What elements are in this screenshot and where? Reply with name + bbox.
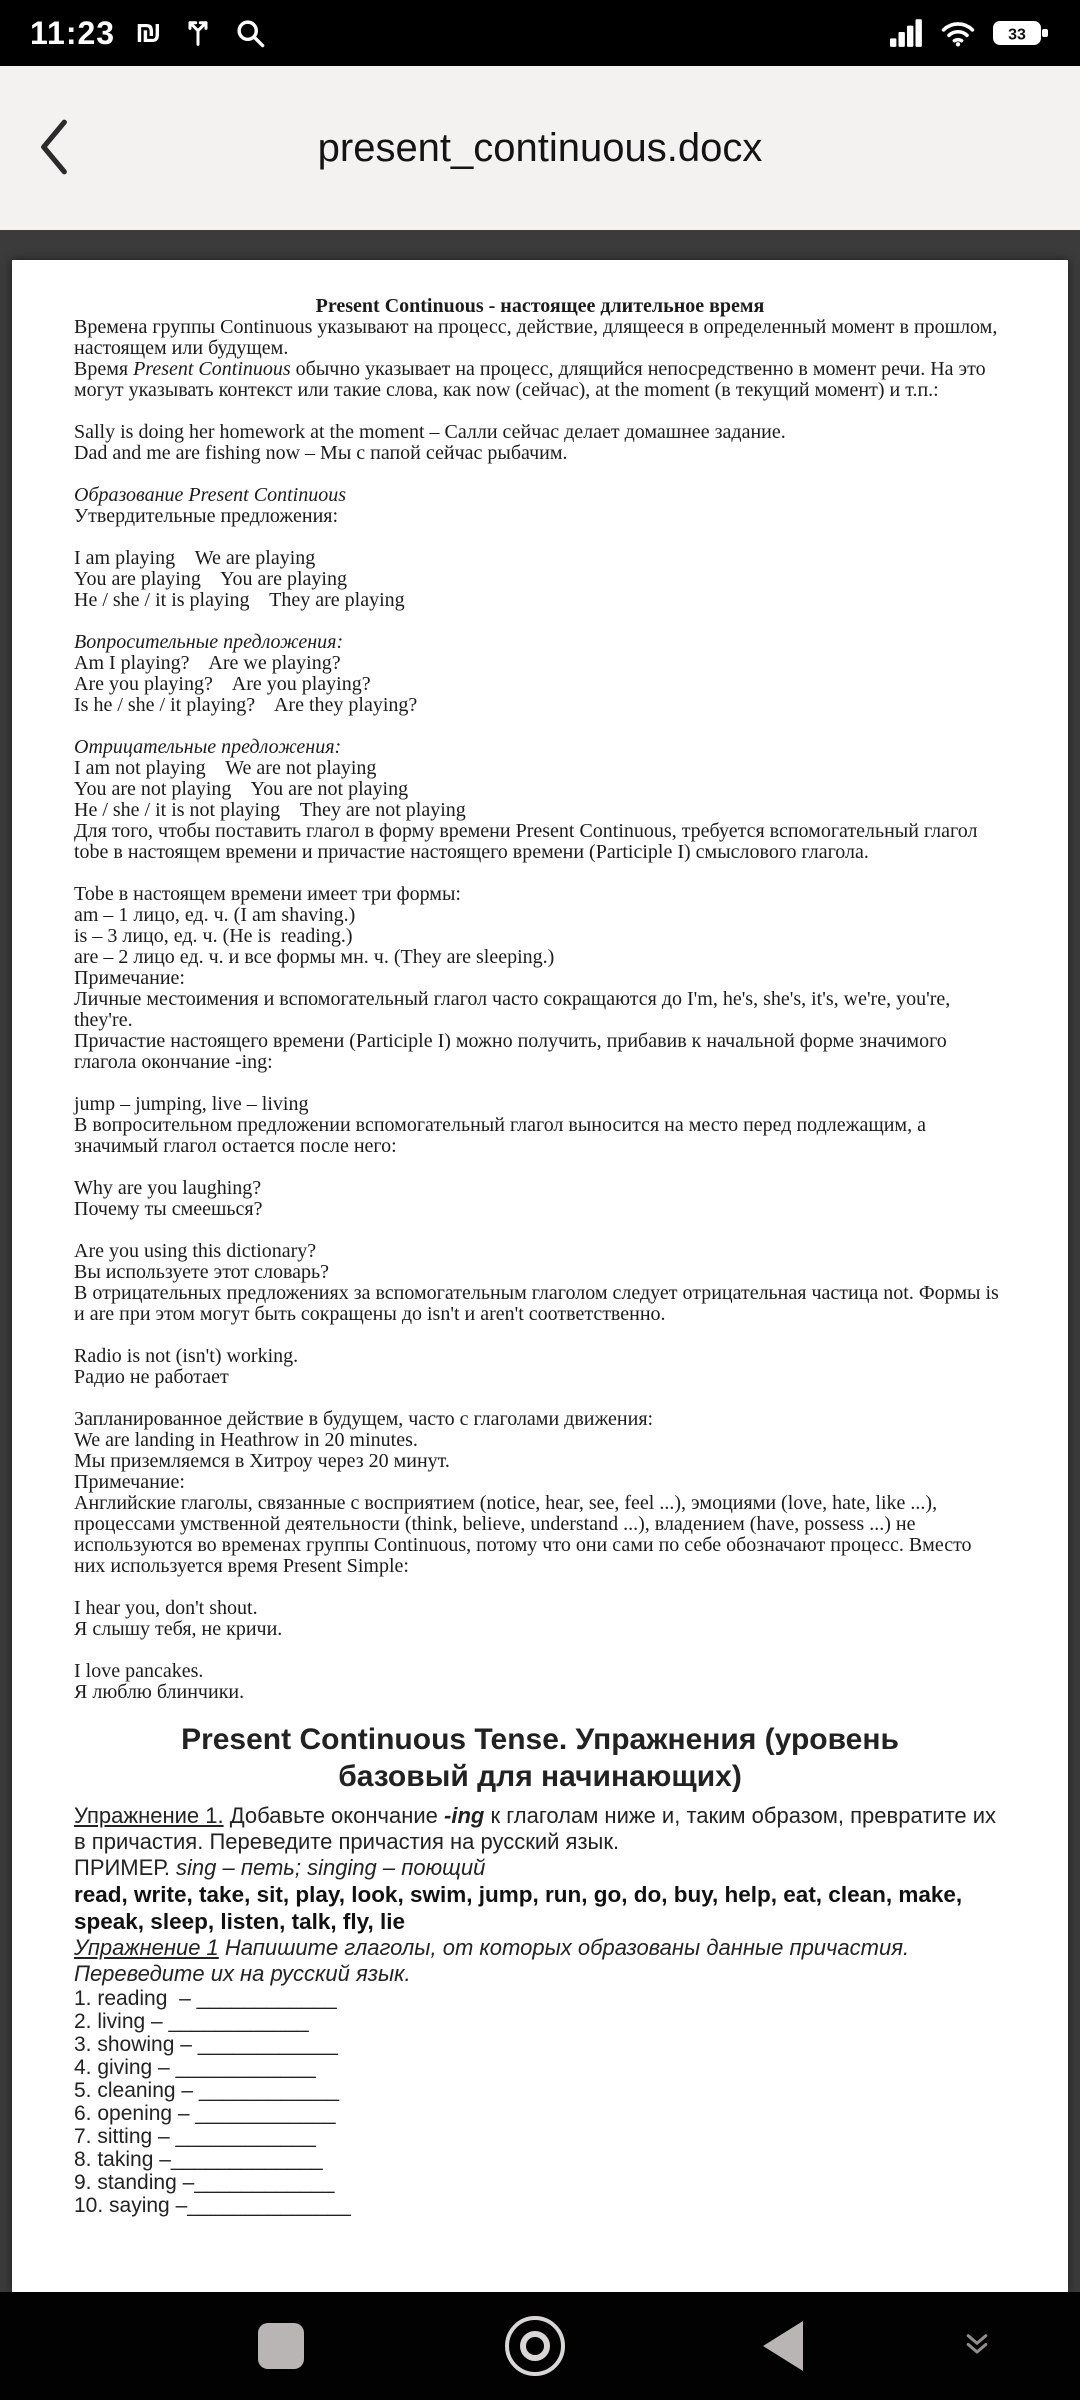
doc-paragraph: Примечание: [74, 967, 185, 989]
back-button[interactable] [34, 116, 104, 181]
document-page[interactable] [12, 260, 1068, 2292]
doc-paragraph: Dad and me are fishing now – Мы с папой сейчас рыбачим. [74, 442, 568, 464]
doc-blank-line [74, 1577, 1006, 1598]
doc-paragraph: Отрицательные предложения: [74, 736, 342, 758]
home-button[interactable] [505, 2316, 565, 2376]
doc-paragraph: Tobe в настоящем времени имеет три формы: [74, 883, 461, 905]
doc-paragraph: В вопросительном предложении вспомогательный глагол выносится на место перед подлежащим, а значимый глагол остается после него: [74, 1114, 931, 1157]
android-back-button[interactable] [763, 2321, 803, 2371]
doc-blank-line [74, 1220, 1006, 1241]
doc-paragraph: Упражнение 1. Добавьте окончание -ing к глаголам ниже и, таким образом, превратите их в причастия. Переведите причастия на русский язык. [74, 1803, 1003, 1854]
recents-button[interactable] [258, 2323, 304, 2369]
doc-paragraph: I hear you, don't shout. [74, 1597, 258, 1619]
search-icon [234, 17, 266, 49]
doc-paragraph: 7. sitting – ____________ [74, 2125, 316, 2148]
doc-paragraph: ПРИМЕР. sing – петь; singing – поющий [74, 1855, 486, 1880]
doc-blank-line [74, 527, 1006, 548]
doc-paragraph: Вопросительные предложения: [74, 631, 344, 653]
navigation-bar [0, 2292, 1080, 2400]
doc-paragraph: Sally is doing her homework at the moment – Салли сейчас делает домашнее задание. [74, 421, 786, 443]
signal-icon [890, 19, 924, 47]
status-bar-left [30, 15, 266, 52]
doc-paragraph: Примечание: [74, 1471, 185, 1493]
recents-square-icon [258, 2323, 304, 2369]
doc-paragraph: Вы используете этот словарь? [74, 1261, 330, 1283]
doc-paragraph: Am I playing? Are we playing? [74, 652, 341, 674]
doc-paragraph: is – 3 лицо, ед. ч. (He is reading.) [74, 925, 353, 947]
doc-paragraph: Я люблю блинчики. [74, 1681, 245, 1703]
doc-paragraph: Времена группы Continuous указывают на процесс, действие, длящееся в определенный момент в прошлом, настоящем или будущем. [74, 316, 1003, 359]
back-chevron-icon [34, 116, 74, 181]
doc-paragraph: 10. saying –______________ [74, 2194, 351, 2217]
doc-paragraph: jump – jumping, live – living [74, 1093, 309, 1115]
doc-paragraph: Запланированное действие в будущем, часто с глаголами движения: [74, 1408, 654, 1430]
doc-paragraph: You are not playing You are not playing [74, 778, 409, 800]
doc-paragraph: Причастие настоящего времени (Participle I) можно получить, прибавив к начальной форме значимого глагола окончание -ing: [74, 1030, 952, 1073]
doc-paragraph: 4. giving – ____________ [74, 2056, 316, 2079]
battery-icon [992, 18, 1050, 48]
doc-paragraph: Радио не работает [74, 1366, 229, 1388]
doc-paragraph: Why are you laughing? [74, 1177, 262, 1199]
doc-paragraph: 2. living – ____________ [74, 2010, 309, 2033]
wifi-icon [940, 19, 976, 48]
doc-paragraph: am – 1 лицо, ед. ч. (I am shaving.) [74, 904, 356, 926]
doc-paragraph: Английские глаголы, связанные с восприятием (notice, hear, see, feel ...), эмоциями (love, hate, like ...), процессами умственной деятельности (think, believe, understand ...), владением (have, possess ...) не используются во временах группы Continuous, потому что они сами по себе обозначают процесс. Вместо них используется время Present Simple: [74, 1492, 977, 1577]
doc-blank-line [74, 863, 1006, 884]
doc-blank-line [74, 464, 1006, 485]
doc-paragraph: Образование Present Continuous [74, 484, 346, 506]
doc-blank-line [74, 611, 1006, 632]
clock: 11:23 [30, 14, 116, 51]
document-viewport [0, 230, 1080, 2292]
doc-paragraph: Are you using this dictionary? [74, 1240, 317, 1262]
doc-paragraph: 5. cleaning – ____________ [74, 2079, 340, 2102]
battery-percent-text: 33 [1008, 26, 1026, 44]
doc-blank-line [74, 1640, 1006, 1661]
doc-paragraph: Для того, чтобы поставить глагол в форму времени Present Continuous, требуется вспомогательный глагол tobe в настоящем времени и причастие настоящего времени (Participle I) смыслового глагола. [74, 820, 983, 863]
doc-paragraph: 8. taking –_____________ [74, 2148, 323, 2171]
doc-blank-line [74, 1157, 1006, 1178]
doc-blank-line [74, 1325, 1006, 1346]
doc-paragraph: Мы приземляемся в Хитроу через 20 минут. [74, 1450, 450, 1472]
doc-paragraph: I am not playing We are not playing [74, 757, 377, 779]
doc-paragraph: He / she / it is not playing They are not playing [74, 799, 466, 821]
status-bar-right [890, 18, 1050, 48]
doc-blank-line [74, 1073, 1006, 1094]
doc-blank-line [74, 716, 1006, 737]
doc-paragraph: are – 2 лицо ед. ч. и все формы мн. ч. (They are sleeping.) [74, 946, 555, 968]
doc-paragraph: You are playing You are playing [74, 568, 347, 590]
doc-paragraph: Я слышу тебя, не кричи. [74, 1618, 283, 1640]
doc-paragraph: He / she / it is playing They are playing [74, 589, 405, 611]
back-triangle-icon [763, 2321, 803, 2371]
double-chevron-down-icon [962, 2346, 992, 2361]
doc-paragraph: Утвердительные предложения: [74, 505, 339, 527]
doc-paragraph: Present Continuous Tense. Упражнения (уровень базовый для начинающих) [181, 1723, 908, 1793]
document-title: present_continuous.docx [317, 125, 763, 170]
hide-navbar-button[interactable] [962, 2332, 992, 2361]
split-icon [182, 17, 214, 49]
doc-paragraph: Radio is not (isn't) working. [74, 1345, 299, 1367]
doc-paragraph: We are landing in Heathrow in 20 minutes. [74, 1429, 418, 1451]
doc-paragraph: В отрицательных предложениях за вспомогательным глаголом следует отрицательная частица not. Формы is и are при этом могут быть сокращены до isn't и aren't соответственно. [74, 1282, 1004, 1325]
doc-blank-line [74, 401, 1006, 422]
doc-paragraph: Are you playing? Are you playing? [74, 673, 371, 695]
doc-paragraph: read, write, take, sit, play, look, swim, jump, run, go, do, buy, help, eat, clean, make, speak, sleep, listen, talk, fly, lie [74, 1882, 969, 1934]
doc-paragraph: 1. reading – ____________ [74, 1987, 337, 2010]
doc-paragraph: 6. opening – ____________ [74, 2102, 336, 2125]
doc-paragraph: 9. standing –____________ [74, 2171, 335, 2194]
app-header [0, 66, 1080, 230]
doc-paragraph: Present Continuous - настоящее длительное время [315, 295, 765, 317]
doc-blank-line [74, 1388, 1006, 1409]
doc-paragraph: Личные местоимения и вспомогательный глагол часто сокращаются до I'm, he's, she's, it's, we're, you're, they're. [74, 988, 956, 1031]
doc-paragraph: Is he / she / it playing? Are they playing? [74, 694, 418, 716]
status-bar [0, 0, 1080, 66]
doc-paragraph: Время Present Continuous обычно указывает на процесс, длящийся непосредственно в момент речи. На это могут указывать контекст или такие слова, как now (сейчас), at the moment (в текущий момент) и т.п.: [74, 358, 991, 401]
home-circle-icon [505, 2316, 565, 2376]
shekel-app-icon: ₪ [135, 16, 162, 49]
doc-paragraph: I love pancakes. [74, 1660, 204, 1682]
doc-paragraph: Упражнение 1 Напишите глаголы, от которых образованы данные причастия. Переведите их на русский язык. [74, 1935, 916, 1986]
doc-paragraph: Почему ты смеешься? [74, 1198, 263, 1220]
doc-paragraph: I am playing We are playing [74, 547, 316, 569]
doc-paragraph: 3. showing – ____________ [74, 2033, 338, 2056]
